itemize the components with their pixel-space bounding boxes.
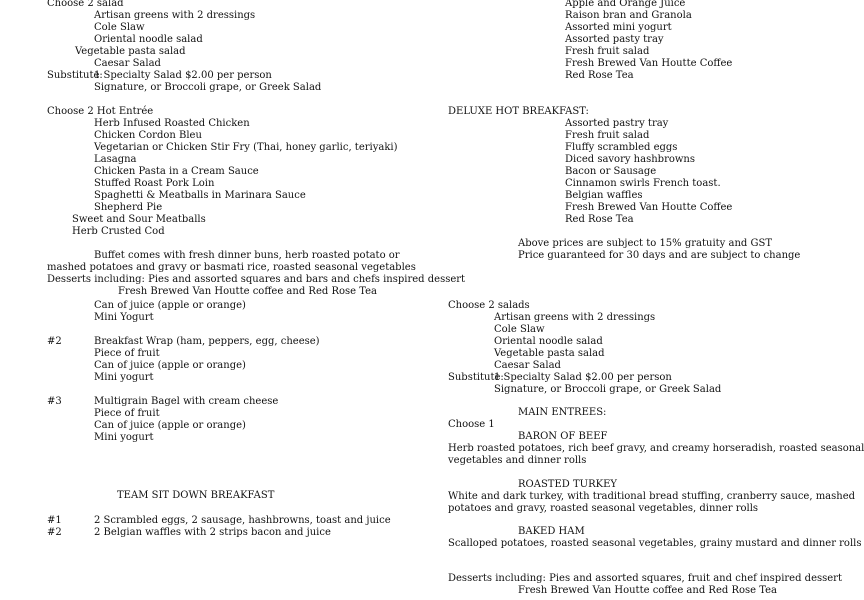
team-option-text: 2 Scrambled eggs, 2 sausage, hashbrowns, toast and juice	[94, 515, 391, 526]
continental-item: Assorted pasty tray	[565, 34, 664, 45]
hot-entree-item: Sweet and Sour Meatballs	[72, 214, 206, 225]
right-salad-item: Caesar Salad	[494, 360, 561, 371]
option3-item: Mini yogurt	[94, 432, 154, 443]
deluxe-item: Cinnamon swirls French toast.	[565, 178, 721, 189]
dessert-description: Fresh Brewed Van Houtte coffee and Red Rose Tea	[518, 585, 777, 596]
continental-item: Raison bran and Granola	[565, 10, 692, 21]
hot-entree-item: Chicken Pasta in a Cream Sauce	[94, 166, 259, 177]
right-substitute-line: 1 Specialty Salad $2.00 per person	[494, 372, 672, 383]
buffet-description: Fresh Brewed Van Houtte coffee and Red Rose Tea	[118, 286, 377, 297]
deluxe-item: Fresh fruit salad	[565, 130, 650, 141]
option2-item: Can of juice (apple or orange)	[94, 360, 246, 371]
option2-item: Mini yogurt	[94, 372, 154, 383]
left-salad-item: Vegetable pasta salad	[75, 46, 186, 57]
continental-item: Fresh Brewed Van Houtte Coffee	[565, 58, 733, 69]
deluxe-item: Diced savory hashbrowns	[565, 154, 695, 165]
roasted-turkey-description: White and dark turkey, with traditional bread stuffing, cranberry sauce, mashed	[448, 491, 856, 502]
left-salad-item: Cole Slaw	[94, 22, 145, 33]
main-entrees-title: MAIN ENTREES:	[518, 407, 607, 418]
left-salad-item: Oriental noodle salad	[94, 34, 203, 45]
buffet-description: Buffet comes with fresh dinner buns, herb roasted potato or	[94, 250, 400, 261]
baron-of-beef-description: vegetables and dinner rolls	[448, 455, 587, 466]
team-option-number: #2	[47, 527, 62, 538]
option3-number: #3	[47, 396, 62, 407]
deluxe-breakfast-title: DELUXE HOT BREAKFAST:	[448, 106, 589, 117]
team-option-text: 2 Belgian waffles with 2 strips bacon and juice	[94, 527, 331, 538]
left-salad-item: Caesar Salad	[94, 58, 161, 69]
left-salad-item: Artisan greens with 2 dressings	[94, 10, 256, 21]
hot-entree-item: Shepherd Pie	[94, 202, 163, 213]
hot-entree-item: Stuffed Roast Pork Loin	[94, 178, 215, 189]
baron-of-beef-title: BARON OF BEEF	[518, 431, 608, 442]
team-breakfast-title: TEAM SIT DOWN BREAKFAST	[117, 490, 275, 501]
buffet-description: Desserts including: Pies and assorted squares and bars and chefs inspired dessert	[47, 274, 466, 285]
right-salad-item: Cole Slaw	[494, 324, 545, 335]
roasted-turkey-description: potatoes and gravy, roasted seasonal vegetables, dinner rolls	[448, 503, 759, 514]
deluxe-item: Assorted pastry tray	[565, 118, 669, 129]
right-substitute-line: Signature, or Broccoli grape, or Greek Salad	[494, 384, 722, 395]
hot-entree-item: Herb Crusted Cod	[72, 226, 165, 237]
hot-entree-item: Spaghetti & Meatballs in Marinara Sauce	[94, 190, 306, 201]
hot-entree-item: Chicken Cordon Bleu	[94, 130, 202, 141]
right-salad-item: Artisan greens with 2 dressings	[494, 312, 656, 323]
right-substitute-label: Substitute:	[448, 372, 504, 383]
option1-item: Mini Yogurt	[94, 312, 154, 323]
deluxe-item: Fresh Brewed Van Houtte Coffee	[565, 202, 733, 213]
right-salad-item: Vegetable pasta salad	[494, 348, 605, 359]
left-substitute-label: Substitute:	[47, 70, 103, 81]
dessert-description: Desserts including: Pies and assorted squares, fruit and chef inspired dessert	[448, 573, 842, 584]
team-option-number: #1	[47, 515, 62, 526]
option1-item: Can of juice (apple or orange)	[94, 300, 246, 311]
roasted-turkey-title: ROASTED TURKEY	[518, 479, 617, 490]
left-hot-header: Choose 2 Hot Entrée	[47, 106, 154, 117]
pricing-note: Above prices are subject to 15% gratuity and GST	[518, 238, 772, 249]
option3-item: Piece of fruit	[94, 408, 160, 419]
left-salad-header: Choose 2 salad	[47, 0, 124, 9]
baked-ham-title: BAKED HAM	[518, 526, 585, 537]
pricing-note: Price guaranteed for 30 days and are subject to change	[518, 250, 801, 261]
right-salad-header: Choose 2 salads	[448, 300, 530, 311]
option3-item: Multigrain Bagel with cream cheese	[94, 396, 279, 407]
left-substitute-line: 1 Specialty Salad $2.00 per person	[94, 70, 272, 81]
option2-number: #2	[47, 336, 62, 347]
deluxe-item: Fluffy scrambled eggs	[565, 142, 678, 153]
left-substitute-line: Signature, or Broccoli grape, or Greek Salad	[94, 82, 322, 93]
buffet-description: mashed potatoes and gravy or basmati rice, roasted seasonal vegetables	[47, 262, 416, 273]
hot-entree-item: Vegetarian or Chicken Stir Fry (Thai, honey garlic, teriyaki)	[94, 142, 398, 153]
continental-item: Apple and Orange Juice	[565, 0, 686, 9]
hot-entree-item: Lasagna	[94, 154, 137, 165]
continental-item: Fresh fruit salad	[565, 46, 650, 57]
choose-one-label: Choose 1	[448, 419, 495, 430]
baron-of-beef-description: Herb roasted potatoes, rich beef gravy, and creamy horseradish, roasted seasonal	[448, 443, 864, 454]
deluxe-item: Bacon or Sausage	[565, 166, 657, 177]
option2-item: Piece of fruit	[94, 348, 160, 359]
deluxe-item: Belgian waffles	[565, 190, 643, 201]
deluxe-item: Red Rose Tea	[565, 214, 634, 225]
baked-ham-description: Scalloped potatoes, roasted seasonal vegetables, grainy mustard and dinner rolls	[448, 538, 862, 549]
continental-item: Assorted mini yogurt	[565, 22, 672, 33]
option3-item: Can of juice (apple or orange)	[94, 420, 246, 431]
right-salad-item: Oriental noodle salad	[494, 336, 603, 347]
option2-item: Breakfast Wrap (ham, peppers, egg, cheese)	[94, 336, 320, 347]
hot-entree-item: Herb Infused Roasted Chicken	[94, 118, 250, 129]
continental-item: Red Rose Tea	[565, 70, 634, 81]
